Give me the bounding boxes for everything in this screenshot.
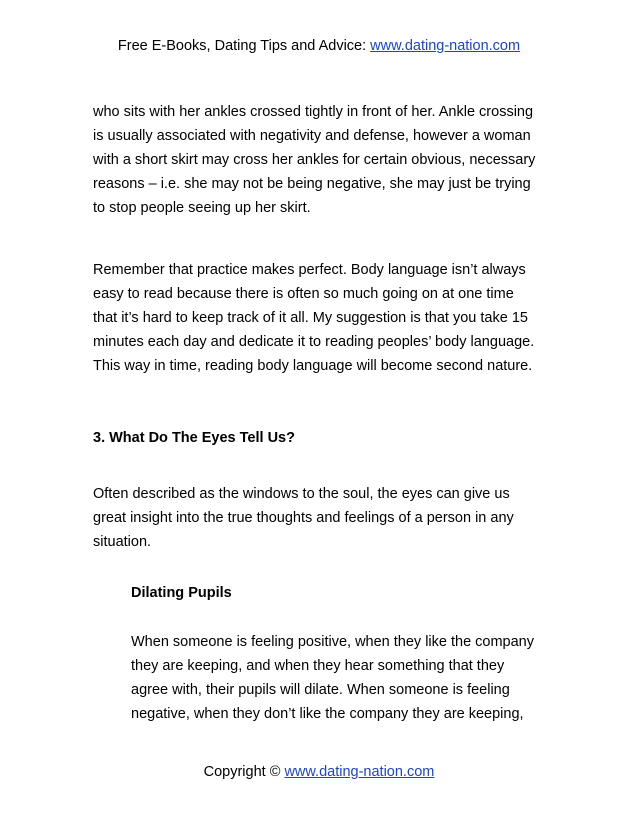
text-line: easy to read because there is often so much going on at one time — [93, 286, 514, 302]
footer-text: Copyright © — [203, 764, 285, 780]
text-line: who sits with her ankles crossed tightly in front of her. Ankle crossing — [93, 104, 534, 120]
footer-link[interactable]: www.dating-nation.com — [284, 764, 435, 780]
page-header — [0, 37, 638, 55]
text-line: Remember that practice makes perfect. Body language isn’t always — [93, 262, 526, 278]
text-line: minutes each day and dedicate it to reading peoples’ body language. — [93, 334, 535, 350]
text-line: reasons – i.e. she may not be being negative, she may just be trying — [93, 176, 531, 192]
header-link[interactable]: www.dating-nation.com — [370, 38, 521, 54]
header-text: Free E-Books, Dating Tips and Advice: — [117, 38, 371, 54]
text-line: they are keeping, and when they hear something that they — [131, 658, 505, 674]
section-heading: 3. What Do The Eyes Tell Us? — [93, 430, 295, 446]
text-line: to stop people seeing up her skirt. — [93, 200, 311, 216]
paragraph-eyes-intro — [93, 482, 545, 554]
page-footer — [0, 763, 638, 781]
subheading-dilating-pupils: Dilating Pupils — [131, 585, 232, 601]
text-line: negative, when they don’t like the company they are keeping, — [131, 706, 524, 722]
text-line: agree with, their pupils will dilate. When someone is feeling — [131, 682, 510, 698]
text-line: This way in time, reading body language will become second nature. — [93, 358, 533, 374]
text-line: great insight into the true thoughts and feelings of a person in any — [93, 510, 514, 526]
paragraph-practice — [93, 258, 545, 378]
text-line: is usually associated with negativity and defense, however a woman — [93, 128, 531, 144]
text-line: situation. — [93, 534, 152, 550]
paragraph-dilating-pupils — [131, 630, 551, 726]
text-line: Often described as the windows to the soul, the eyes can give us — [93, 486, 510, 502]
text-line: with a short skirt may cross her ankles for certain obvious, necessary — [93, 152, 536, 168]
paragraph-ankle-crossing — [93, 100, 545, 220]
text-line: When someone is feeling positive, when they like the company — [131, 634, 534, 650]
text-line: that it’s hard to keep track of it all. My suggestion is that you take 15 — [93, 310, 528, 326]
